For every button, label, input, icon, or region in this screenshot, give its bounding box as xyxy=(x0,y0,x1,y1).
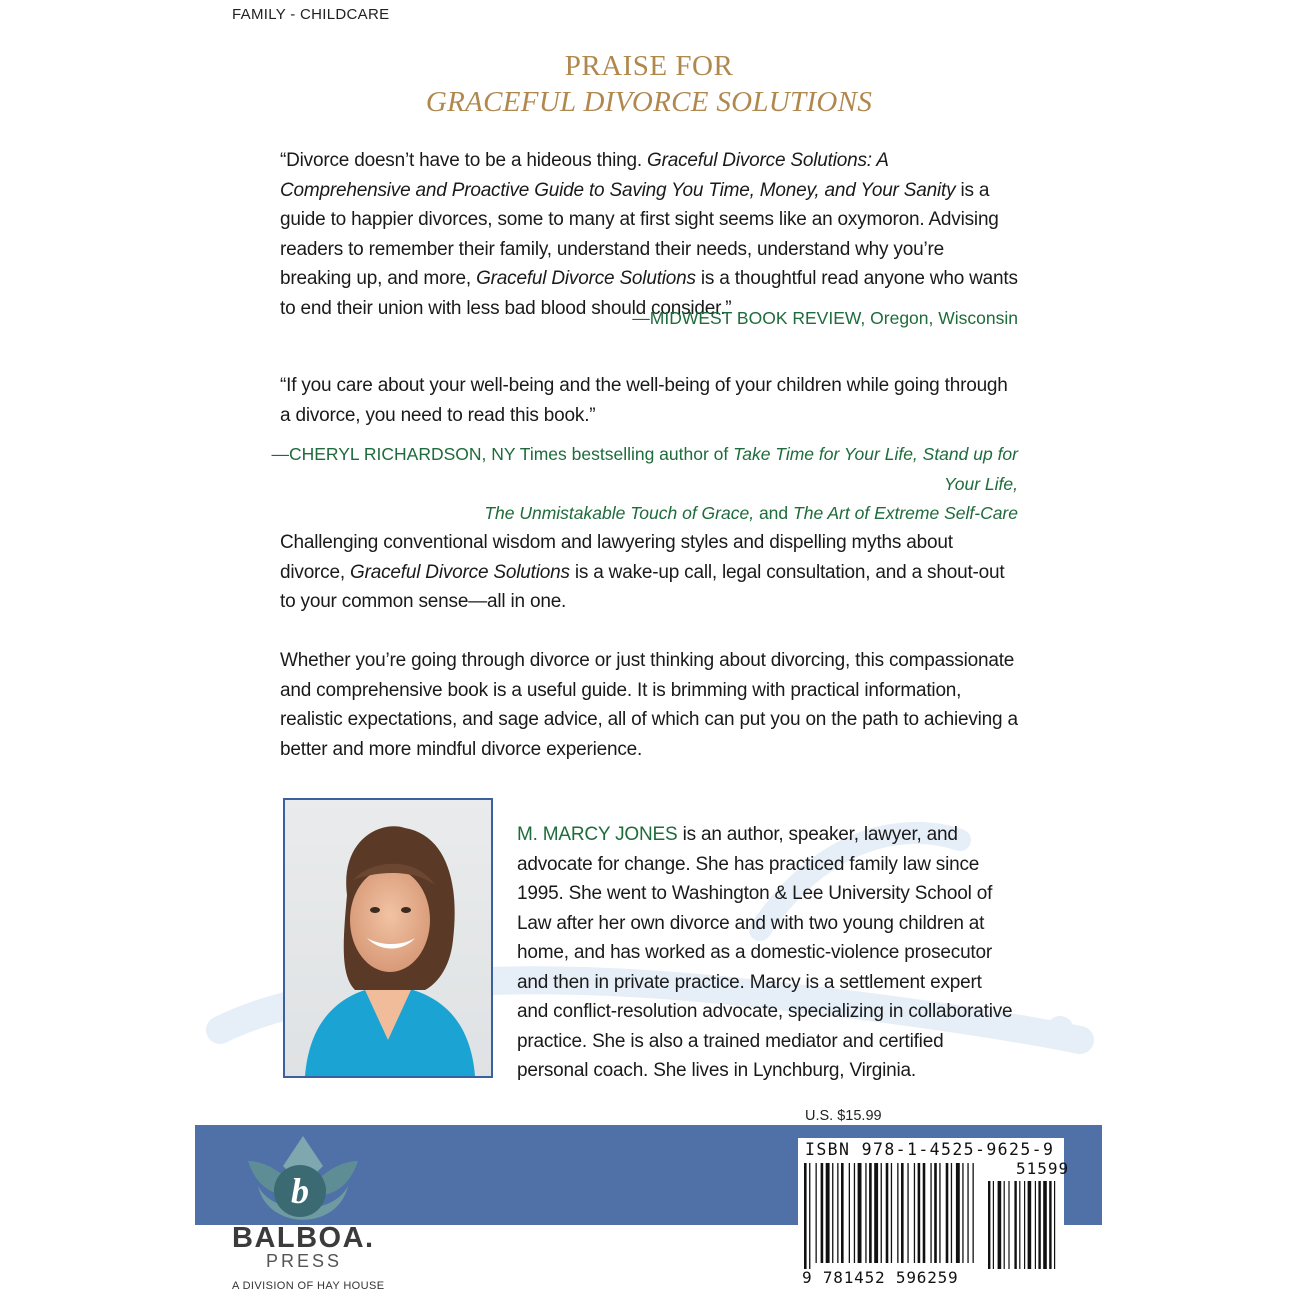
barcode-bar xyxy=(821,1163,824,1263)
barcode-bar xyxy=(1049,1181,1051,1269)
barcode-bar xyxy=(832,1163,833,1263)
barcode-bar xyxy=(841,1163,844,1263)
author-bio: M. MARCY JONES is an author, speaker, lawyer, and advocate for change. She has practiced family law since 1995. She went to Washington & Lee University School of Law after her own divorce and with two young children at home, and has worked as a domestic-violence prosecutor and then in private practice. Marcy is a settlement expert and conflict-resolution advocate, specializing in collaborative practice. She is also a trained mediator and certified personal coach. She lives in Lynchburg, Virginia. xyxy=(517,824,1013,1081)
barcode-bar xyxy=(993,1181,994,1269)
barcode-bar xyxy=(854,1163,855,1263)
barcode-bar xyxy=(886,1163,889,1263)
balboa-press-logo xyxy=(228,1136,378,1296)
barcode-bar xyxy=(1004,1181,1005,1269)
barcode-bar xyxy=(962,1163,963,1263)
review-midwest: “Divorce doesn’t have to be a hideous thing. Graceful Divorce Solutions: A Comprehensive and Proactive Guide to Saving You Time, Money, and Your Sanity is a guide to happier divorces, some to many at first sight seems like an oxymoron. Advising readers to remember their family, understand their needs, understand why you’re breaking up, and more, Graceful Divorce Solutions is a thoughtful read anyone who wants to end their union with less bad blood should consider.” xyxy=(280,150,1018,319)
praise-heading: PRAISE FOR xyxy=(564,50,734,82)
category-label: FAMILY - CHILDCARE xyxy=(232,6,390,23)
svg-text:b: b xyxy=(291,1171,309,1211)
barcode-bar xyxy=(946,1163,949,1263)
barcode-bar xyxy=(869,1163,872,1263)
barcode-bar xyxy=(837,1163,838,1263)
barcode-bar xyxy=(951,1163,952,1263)
publisher-name: BALBOA. xyxy=(232,1222,375,1254)
barcode-bar xyxy=(1035,1181,1036,1269)
review-midwest-attribution: —MIDWEST BOOK REVIEW, Oregon, Wisconsin xyxy=(632,308,1018,328)
barcode-bar xyxy=(939,1163,940,1263)
author-photo xyxy=(283,798,493,1078)
barcode-bar xyxy=(1028,1181,1032,1269)
barcode-bar xyxy=(988,1181,990,1269)
barcode-bar xyxy=(956,1163,960,1263)
barcode-bar xyxy=(804,1163,807,1269)
barcode-bar xyxy=(901,1163,904,1263)
price-code: 51599 xyxy=(1016,1159,1070,1178)
publisher-imprint: PRESS xyxy=(266,1251,343,1271)
barcode-bar xyxy=(858,1163,862,1263)
barcode-bar xyxy=(1038,1181,1040,1269)
barcode-bar xyxy=(967,1163,968,1263)
barcode-bar xyxy=(1043,1181,1047,1269)
description-paragraph-2: Whether you’re going through divorce or just thinking about divorcing, this compassionate and comprehensive book is a useful guide. It is brimming with practical information, realistic expectations, and sage advice, all of which can put you on the path to achieving a better and more mindful divorce experience. xyxy=(280,650,1018,760)
barcode-bar xyxy=(923,1163,926,1263)
barcode-bar xyxy=(1014,1181,1016,1269)
barcode-bar xyxy=(918,1163,921,1263)
barcode-bar xyxy=(1008,1181,1009,1269)
isbn-text: ISBN 978-1-4525-9625-9 xyxy=(805,1140,1055,1159)
barcode-bar xyxy=(1019,1181,1020,1269)
barcode-bar xyxy=(973,1163,974,1263)
barcode-bar xyxy=(809,1163,810,1269)
book-title-heading: GRACEFUL DIVORCE SOLUTIONS xyxy=(425,86,873,118)
review-richardson-attribution: —CHERYL RICHARDSON, NY Times bestselling author of Take Time for Your Life, Stand up for Your Life, The Unmistakable Touch of Grace, and The Art of Extreme Self-Care xyxy=(271,444,1018,523)
barcode-bar xyxy=(849,1163,850,1263)
barcode-bar xyxy=(934,1163,937,1263)
barcode-bar xyxy=(1054,1181,1055,1269)
description-paragraph-1: Challenging conventional wisdom and lawyering styles and dispelling myths about divorce, Graceful Divorce Solutions is a wake-up call, legal consultation, and a shout-out to your common sense—all in one. xyxy=(280,532,1005,612)
publisher-division: A DIVISION OF HAY HOUSE xyxy=(232,1280,385,1292)
barcode-bar xyxy=(816,1163,817,1263)
barcode-bar xyxy=(826,1163,830,1263)
review-richardson: “If you care about your well-being and the well-being of your children while going through a divorce, you need to read this book.” xyxy=(280,375,1008,426)
barcode-bar xyxy=(881,1163,882,1263)
barcode-bar xyxy=(998,1181,1002,1269)
barcode-bar xyxy=(897,1163,898,1263)
barcode-bar xyxy=(914,1163,915,1263)
barcode-bar xyxy=(891,1163,892,1263)
barcode-bar xyxy=(930,1163,931,1263)
barcode-bar xyxy=(865,1163,866,1263)
price-label: U.S. $15.99 xyxy=(805,1108,882,1124)
isbn-barcode xyxy=(800,1163,1062,1273)
barcode-bar xyxy=(1024,1181,1025,1269)
barcode-bar xyxy=(874,1163,878,1263)
barcode-bar xyxy=(907,1163,908,1263)
isbn-digits: 9 781452 596259 xyxy=(802,1268,959,1287)
author-name: M. MARCY JONES xyxy=(517,824,678,845)
